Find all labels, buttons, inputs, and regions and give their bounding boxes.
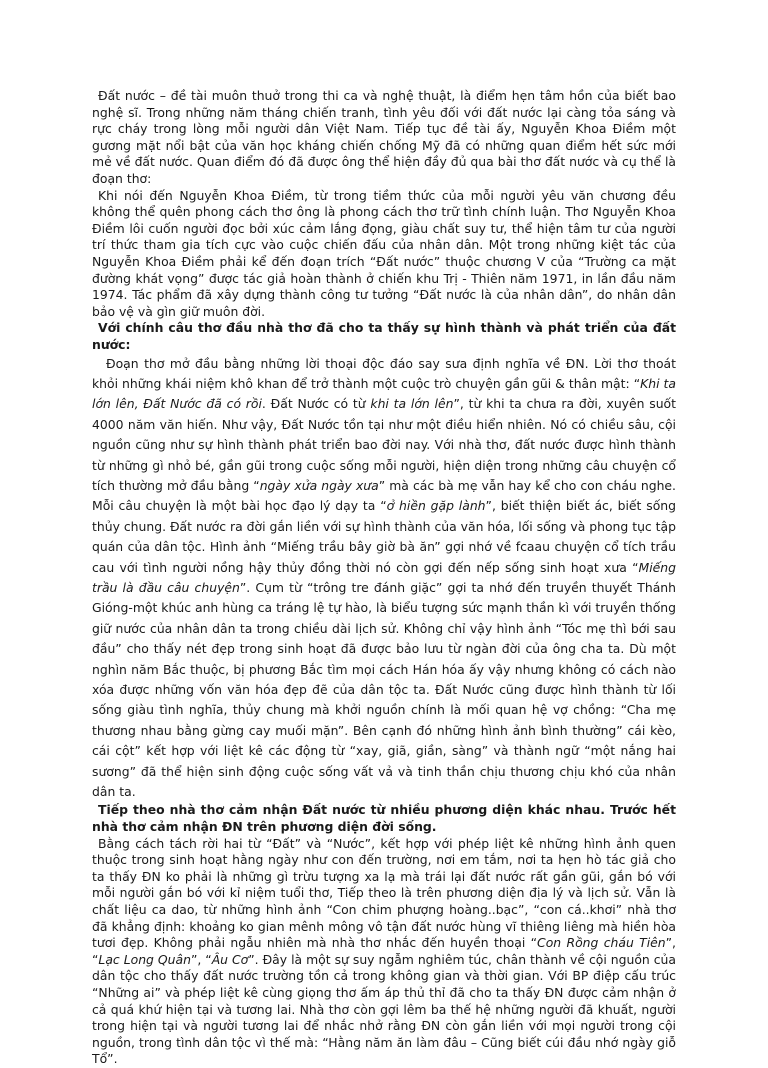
paragraph-perspectives [92,836,676,1068]
text-run: ”. Đây là một sự suy ngẫm nghiêm túc, chân thành về cội nguồn của dân tộc cho thấy đất nước trường tồn cả trong không gian và thời gian. Với BP điệp cấu trúc “Những ai” và phép liệt kê cùng giọng thơ ấm áp thủ thỉ đã cho ta thấy ĐN được cảm nhận ở cả quá khứ hiện tại và tương lai. Nhà thơ còn gợi lêm ba thế hệ những người đã khuất, người trong hiện tại và người tương lai để nhắc nhở rằng ĐN còn gắn liền với mọi người trong cội nguồn, trong tình dân tộc vì thế mà: “Hằng năm ăn làm đâu – Cũng biết cúi đầu nhớ ngày giỗ Tổ”. [92,951,676,1067]
quote-run: Âu Cơ [211,951,249,967]
text-run: ”, biết thiện biết ác, biết sống thủy chung. Đất nước ra đời gắn liền với sự hình thành của văn hóa, lối sống và phong tục tập quán của dân tộc. Hình ảnh “Miếng trầu bây giờ bà ăn” gợi nhớ về fcaau chuyện cổ tích trầu cau với tình người nồng hậy thủy đồng thời nó còn gợi đến nếp sống sinh hoạt xưa “ [92,498,676,575]
text-run: ”, “ [92,935,676,967]
heading-perspectives: Tiếp theo nhà thơ cảm nhận Đất nước từ nhiều phương diện khác nhau. Trước hết nhà thơ cảm nhận ĐN trên phương diện đời sống. [92,802,676,835]
text-run: . Đất Nước có từ [261,396,371,412]
quote-run: ngày xửa ngày xưa [259,477,379,493]
document-body [92,88,676,1068]
quote-run: Khi ta lớn lên, Đất Nước đã có rồi [92,375,676,412]
text-run: ”, từ khi ta chưa ra đời, xuyên suốt 4000 năm văn hiến. Như vậy, Đất Nước tồn tại như một điều hiển nhiên. Nó có chiều sâu, cội nguồn cũng như sự hình thành phát triển bao đời nay. Với nhà thơ, đất nước được hình thành từ những gì nhỏ bé, gần gũi trong cuộc sống mỗi người, hiện diện trong những câu chuyện cổ tích thường mở đầu bằng “ [92,396,676,493]
paragraph-author-style: Khi nói đến Nguyễn Khoa Điềm, từ trong tiềm thức của mỗi người yêu văn chương đều không thể quên phong cách thơ ông là phong cách thơ trữ tình chính luận. Thơ Nguyễn Khoa Điềm lôi cuốn người đọc bởi xúc cảm lắng đọng, giàu chất suy tư, thể hiện tâm tư của người trí thức tham gia tích cực vào cuộc chiến đấu của nhân dân. Một trong những kiệt tác của Nguyễn Khoa Điềm phải kể đến đoạn trích “Đất nước” thuộc chương V của “Trường ca mặt đường khát vọng” được tác giả hoàn thành ở chiến khu Trị - Thiên năm 1971, in lần đầu năm 1974. Tác phẩm đã xây dựng thành công tư tưởng “Đất nước là của nhân dân”, do nhân dân bảo vệ và gìn giữ muôn đời. [92,187,676,319]
heading-formation: Với chính câu thơ đầu nhà thơ đã cho ta thấy sự hình thành và phát triển của đất nước: [92,320,676,352]
quote-run: khi ta lớn lên [370,396,454,412]
paragraph-intro: Đất nước – đề tài muôn thuở trong thi ca và nghệ thuật, là điểm hẹn tâm hồn của biết bao nghệ sĩ. Trong những năm tháng chiến tranh, tình yêu đối với đất nước lại càng tỏa sáng và rực cháy trong lòng mỗi người dân Việt Nam. Tiếp tục đề tài ấy, Nguyễn Khoa Điềm một gương mặt nổi bật của văn học kháng chiến chống Mỹ đã có những quan điểm hết sức mới mẻ về đất nước. Quan điểm đó đã được ông thể hiện đầy đủ qua bài thơ đất nước và cụ thể là đoạn thơ: [92,88,676,186]
quote-run: Miếng trầu là đầu câu chuyện [92,559,676,595]
text-run: Bằng cách tách rời hai từ “Đất” và “Nước”, kết hợp với phép liệt kê những hình ảnh quen thuộc trong sinh hoạt hằng ngày như con đến trường, nơi em tắm, nơi ta hẹn hò tác giả cho ta thấy ĐN ko phải là những gì trừu tượng xa lạ mà trái lại đất nước rất gần gũi, gắn bó với mỗi người gắn bó với kỉ niệm tuổi thơ, Tiếp theo là trên phương diện địa lý và lịch sử. Vẫn là chất liệu ca dao, từ những hình ảnh “Con chim phượng hoàng..bạc”, “con cá..khơi” nhà thơ đã khẳng định: khoảng ko gian mênh mông vô tận đất nước hùng vĩ thiêng liêng mà hiền hòa tươi đẹp. Không phải ngẫu nhiên mà nhà thơ nhắc đến huyền thoại “ [92,835,676,951]
text-run: Đoạn thơ mở đầu bằng những lời thoại độc đáo say sưa định nghĩa về ĐN. Lời thơ thoát khỏi những khái niệm khô khan để trở thành một cuộc trò chuyện gần gũi & thân mật: “ [92,355,676,391]
text-run: ”. Cụm từ “trông tre đánh giặc” gợi ta nhớ đến truyền thuyết Thánh Gióng-một khúc anh hùng ca tráng lệ tự hào, là biểu tượng sức mạnh thần kì với truyền thống giữ nước của nhân dân ta trong chiều dài lịch sử. Không chỉ vậy hình ảnh “Tóc mẹ thì bới sau đầu” cho thấy nét đẹp trong sinh hoạt đã được bảo lưu từ ngàn đời của ông cha ta. Dù một nghìn năm Bắc thuộc, bị phương Bắc tìm mọi cách Hán hóa ấy vậy nhưng không có cách nào xóa được những vốn văn hóa đẹp đẽ của dân tộc ta. Đất Nước cũng được hình thành từ lối sống giàu tình nghĩa, thủy chung mà khởi nguồn chính là mối quan hệ vợ chồng: “Cha mẹ thương nhau bằng gừng cay muối mặn”. Bên cạnh đó những hình ảnh bình thường” cái kèo, cái cột” kết hợp với liệt kê các động từ “xay, giã, giần, sàng” và thành ngữ “một nắng hai sương” đã thể hiện sinh động cuộc sống vất vả và tinh thần chịu thương chịu khó của nhân dân ta. [92,579,676,800]
quote-run: Lạc Long Quân [98,951,191,967]
text-run: ” mà các bà mẹ vẫn hay kể cho con cháu nghe. Mỗi câu chuyện là một bài học đạo lý dạy ta “ [92,477,676,514]
paragraph-formation [92,354,676,803]
text-run: ”, “ [190,951,212,967]
quote-run: ở hiền gặp lành [386,498,486,514]
quote-run: Con Rồng cháu Tiên [537,935,666,951]
